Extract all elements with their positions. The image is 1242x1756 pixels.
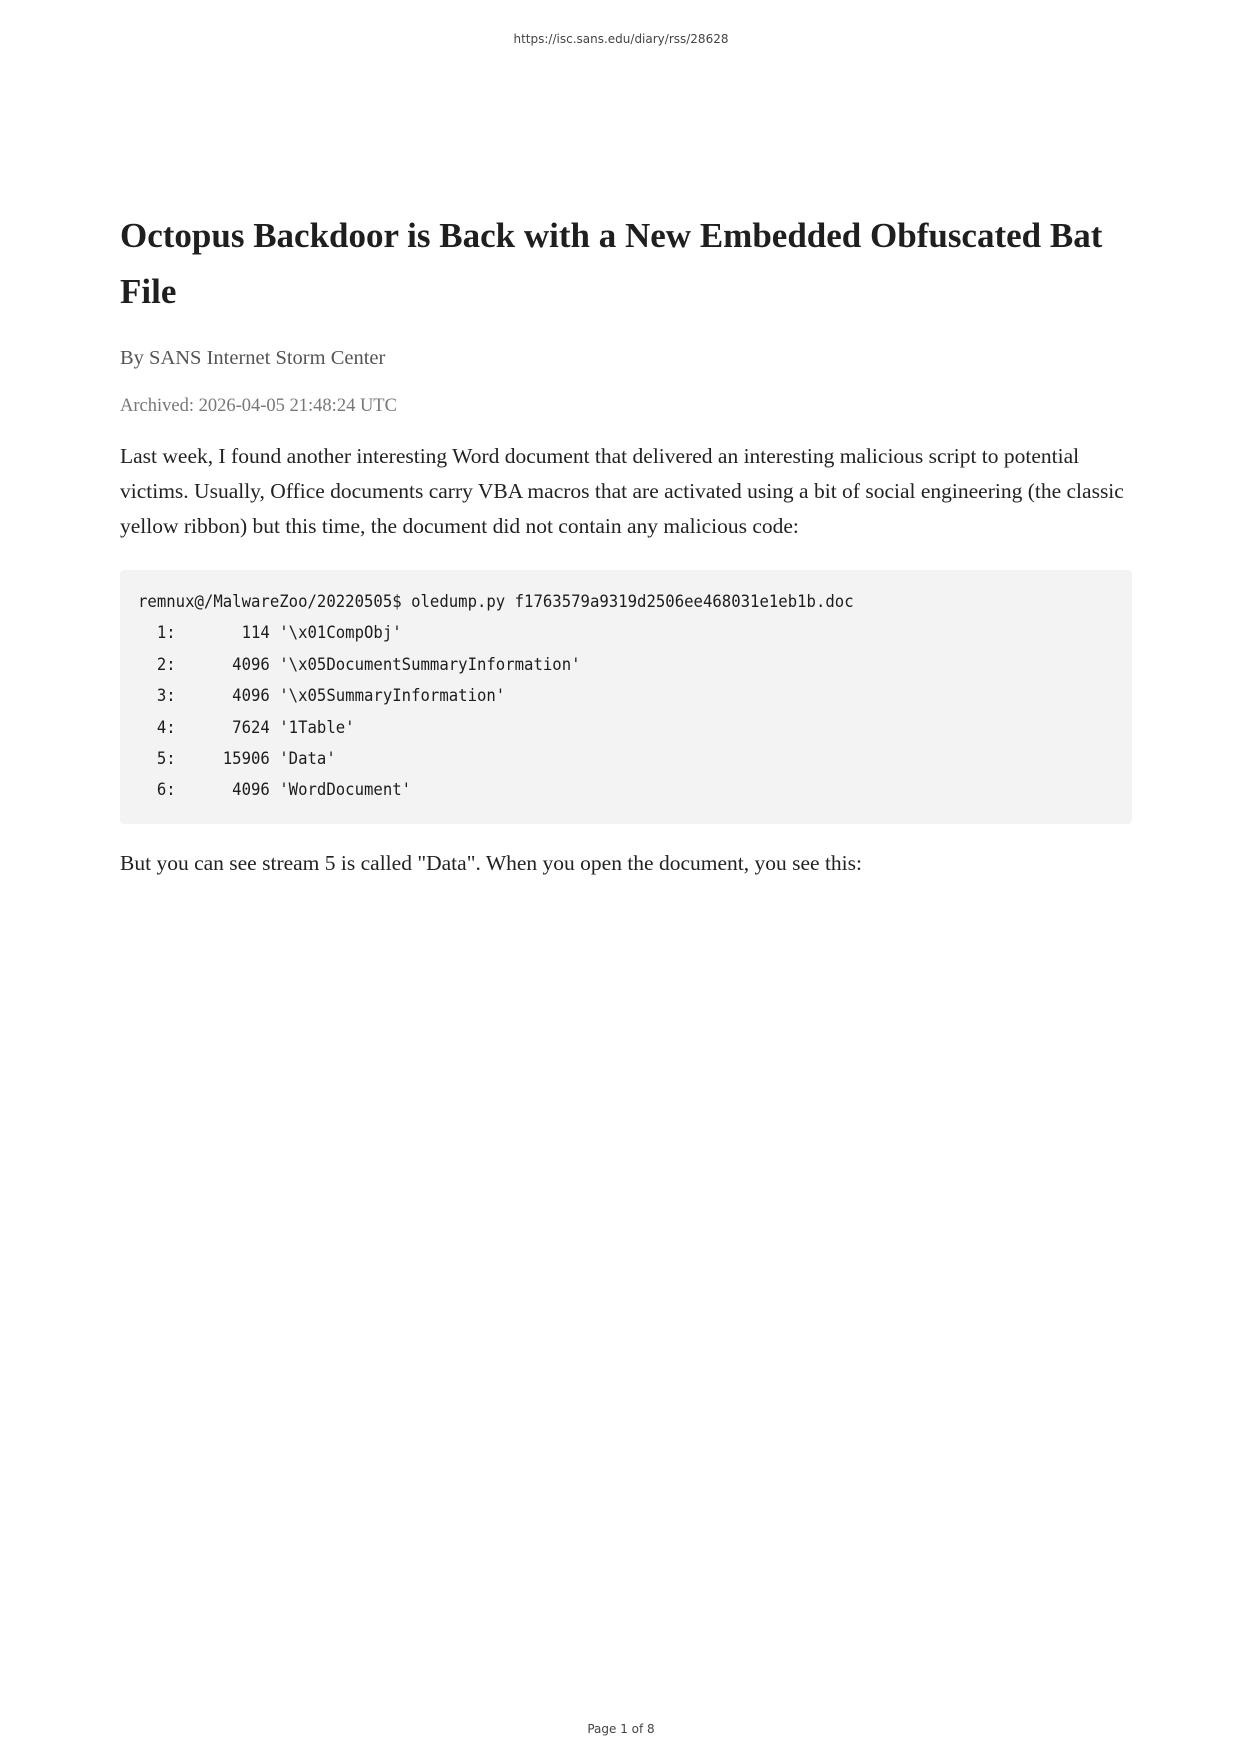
source-url: https://isc.sans.edu/diary/rss/28628 <box>513 32 729 46</box>
code-line: 3: 4096 '\x05SummaryInformation' <box>138 686 506 707</box>
article-paragraph: But you can see stream 5 is called "Data". When you open the document, you see this: <box>120 850 862 875</box>
article <box>120 208 1132 881</box>
archived-timestamp: Archived: 2026-04-05 21:48:24 UTC <box>120 396 397 416</box>
code-line: remnux@/MalwareZoo/20220505$ oledump.py f1763579a9319d2506ee468031e1eb1b.doc <box>138 592 854 612</box>
article-byline: By SANS Internet Storm Center <box>120 347 386 369</box>
code-line: 6: 4096 'WordDocument' <box>138 780 412 801</box>
code-line: 5: 15906 'Data' <box>138 749 336 770</box>
code-line: 1: 114 '\x01CompObj' <box>138 623 402 644</box>
code-line: 2: 4096 '\x05DocumentSummaryInformation' <box>138 654 581 675</box>
page-number: Page 1 of 8 <box>587 1722 655 1736</box>
article-title: Octopus Backdoor is Back with a New Embedded Obfuscated Bat File <box>120 216 1103 311</box>
code-block <box>120 570 1132 824</box>
code-line: 4: 7624 '1Table' <box>138 717 355 738</box>
article-paragraph: Last week, I found another interesting Word document that delivered an interesting malicious script to potential victims. Usually, Office documents carry VBA macros that are activated using a bit of social engineering (the classic yellow ribbon) but this time, the document did not contain any malicious code: <box>120 444 1124 538</box>
